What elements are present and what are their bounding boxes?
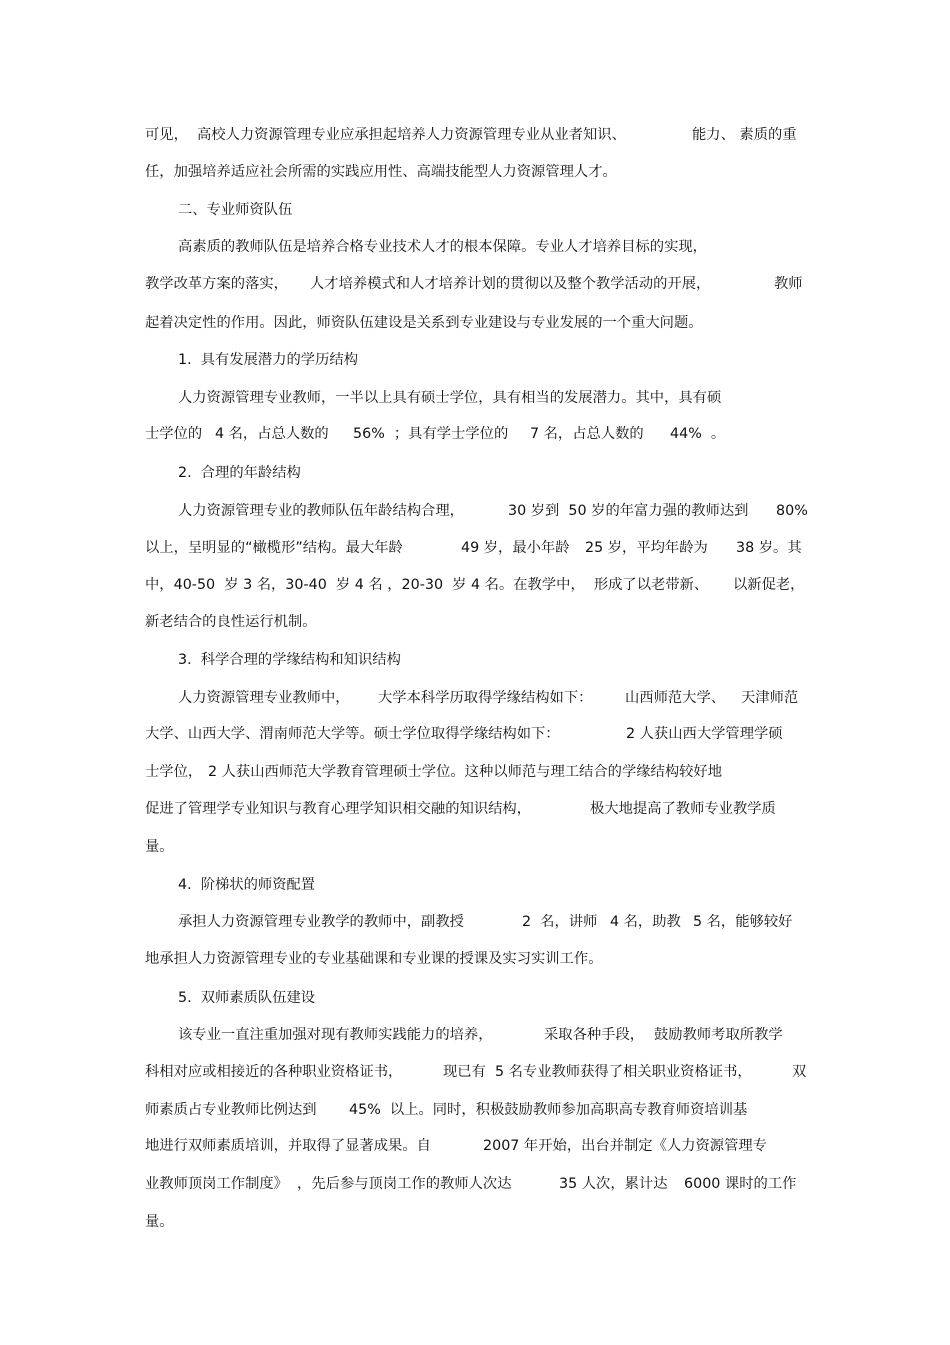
- text-fragment: 起着决定性的作用。因此，师资队伍建设是关系到专业建设与专业发展的一个重大问题。: [145, 315, 703, 331]
- text-fragment: 45% 以上。同时，积极鼓励教师参加高职高专教育师资培训基: [349, 1102, 748, 1118]
- text-line: [0, 422, 950, 446]
- text-fragment: 7 名，占总人数的: [530, 426, 644, 442]
- text-fragment: 人才培养模式和人才培养计划的贯彻以及整个教学活动的开展，: [310, 276, 711, 292]
- text-fragment: 新老结合的良性运行机制。: [145, 614, 317, 630]
- subsection-heading: [0, 461, 950, 485]
- section-heading: [0, 198, 950, 222]
- text-line: [0, 1172, 950, 1196]
- text-fragment: 地承担人力资源管理专业的专业基础课和专业课的授课及实习实训工作。: [145, 951, 603, 967]
- text-fragment: 鼓励教师考取所教学: [654, 1027, 783, 1043]
- text-line: [0, 1023, 950, 1047]
- text-line: [0, 1134, 950, 1158]
- text-fragment: 量。: [145, 1214, 174, 1230]
- text-fragment: 5 名，能够较好: [693, 914, 793, 930]
- text-fragment: 科相对应或相接近的各种职业资格证书，: [145, 1064, 403, 1080]
- text-line: [0, 910, 950, 934]
- text-fragment: 80%: [776, 503, 808, 519]
- text-line: [0, 235, 950, 259]
- text-line: [0, 536, 950, 560]
- text-line: [0, 123, 950, 147]
- heading-text: 2. 合理的年龄结构: [178, 465, 301, 481]
- text-fragment: 促进了管理学专业知识与教育心理学知识相交融的知识结构，: [145, 801, 532, 817]
- text-fragment: 49 岁，最小年龄: [461, 540, 570, 556]
- text-line: [0, 311, 950, 335]
- text-line: [0, 760, 950, 784]
- text-fragment: 极大地提高了教师专业教学质: [590, 801, 776, 817]
- text-fragment: 承担人力资源管理专业教学的教师中，副教授: [178, 914, 464, 930]
- text-fragment: 任，加强培养适应社会所需的实践应用性、高端技能型人力资源管理人才。: [145, 164, 617, 180]
- text-line: [0, 610, 950, 634]
- text-fragment: 人力资源管理专业教师中，: [178, 690, 350, 706]
- text-fragment: 能力、 素质的重: [692, 127, 797, 143]
- text-fragment: 师素质占专业教师比例达到: [145, 1102, 317, 1118]
- text-line: [0, 722, 950, 746]
- subsection-heading: [0, 986, 950, 1010]
- text-fragment: 30 岁到 50 岁的年富力强的教师达到: [508, 503, 749, 519]
- text-fragment: 天津师范: [741, 690, 799, 706]
- text-fragment: 现已有 5 名专业教师获得了相关职业资格证书，: [443, 1064, 752, 1080]
- text-line: [0, 160, 950, 184]
- subsection-heading: [0, 348, 950, 372]
- text-fragment: 35 人次，累计达: [559, 1176, 668, 1192]
- text-fragment: 该专业一直注重加强对现有教师实践能力的培养，: [178, 1027, 493, 1043]
- text-line: [0, 1060, 950, 1084]
- text-line: [0, 386, 950, 410]
- text-fragment: 2007 年开始，出台并制定《人力资源管理专: [483, 1138, 767, 1154]
- text-fragment: 4 名，占总人数的: [215, 426, 329, 442]
- text-line: [0, 499, 950, 523]
- text-fragment: 38 岁。其: [736, 540, 802, 556]
- text-fragment: 4 名，助教: [610, 914, 681, 930]
- text-fragment: 教师: [774, 276, 803, 292]
- text-fragment: 地进行双师素质培训，并取得了显著成果。自: [145, 1138, 431, 1154]
- heading-text: 5. 双师素质队伍建设: [178, 990, 316, 1006]
- text-fragment: 44% 。: [670, 426, 726, 442]
- text-line: [0, 686, 950, 710]
- text-fragment: 以上，呈明显的“橄榄形”结构。最大年龄: [145, 540, 403, 556]
- subsection-heading: [0, 873, 950, 897]
- text-fragment: 采取各种手段，: [544, 1027, 645, 1043]
- text-fragment: 2 名，讲师: [522, 914, 598, 930]
- text-fragment: 人力资源管理专业教师，一半以上具有硕士学位，具有相当的发展潜力。其中，具有硕: [178, 390, 722, 406]
- text-line: [0, 797, 950, 821]
- text-fragment: 士学位的: [145, 426, 203, 442]
- heading-text: 1. 具有发展潜力的学历结构: [178, 352, 358, 368]
- text-fragment: 士学位，: [145, 764, 203, 780]
- text-line: [0, 272, 950, 296]
- text-fragment: 大学本科学历取得学缘结构如下：: [378, 690, 593, 706]
- text-fragment: 2 人获山西大学管理学硕: [626, 726, 783, 742]
- text-line: [0, 573, 950, 597]
- text-fragment: 大学、山西大学、渭南师范大学等。硕士学位取得学缘结构如下：: [145, 726, 560, 742]
- text-line: [0, 1098, 950, 1122]
- text-fragment: 中，40-50 岁 3 名，30-40 岁 4 名 ，20-30 岁 4 名。在教学中， 形成了以老带新、: [145, 577, 709, 593]
- text-line: [0, 835, 950, 859]
- text-fragment: 教学改革方案的落实，: [145, 276, 288, 292]
- text-fragment: 2 人获山西师范大学教育管理硕士学位。这种以师范与理工结合的学缘结构较好地: [208, 764, 723, 780]
- heading-text: 二、专业师资队伍: [178, 202, 293, 218]
- text-fragment: 25 岁，平均年龄为: [585, 540, 708, 556]
- text-fragment: 6000 课时的工作: [684, 1176, 797, 1192]
- text-fragment: 山西师范大学、: [625, 690, 726, 706]
- text-fragment: 高素质的教师队伍是培养合格专业技术人才的根本保障。专业人才培养目标的实现，: [178, 239, 707, 255]
- subsection-heading: [0, 648, 950, 672]
- text-fragment: 以新促老，: [733, 577, 805, 593]
- text-line: [0, 1210, 950, 1234]
- text-fragment: 量。: [145, 839, 174, 855]
- text-fragment: 可见， 高校人力资源管理专业应承担起培养人力资源管理专业从业者知识、: [145, 127, 626, 143]
- text-fragment: 人力资源管理专业的教师队伍年龄结构合理，: [178, 503, 464, 519]
- text-line: [0, 947, 950, 971]
- text-fragment: 56% ；具有学士学位的: [353, 426, 509, 442]
- text-fragment: 业教师顶岗工作制度》 ，先后参与顶岗工作的教师人次达: [145, 1176, 512, 1192]
- text-fragment: 双: [792, 1064, 807, 1080]
- heading-text: 3. 科学合理的学缘结构和知识结构: [178, 652, 401, 668]
- heading-text: 4. 阶梯状的师资配置: [178, 877, 316, 893]
